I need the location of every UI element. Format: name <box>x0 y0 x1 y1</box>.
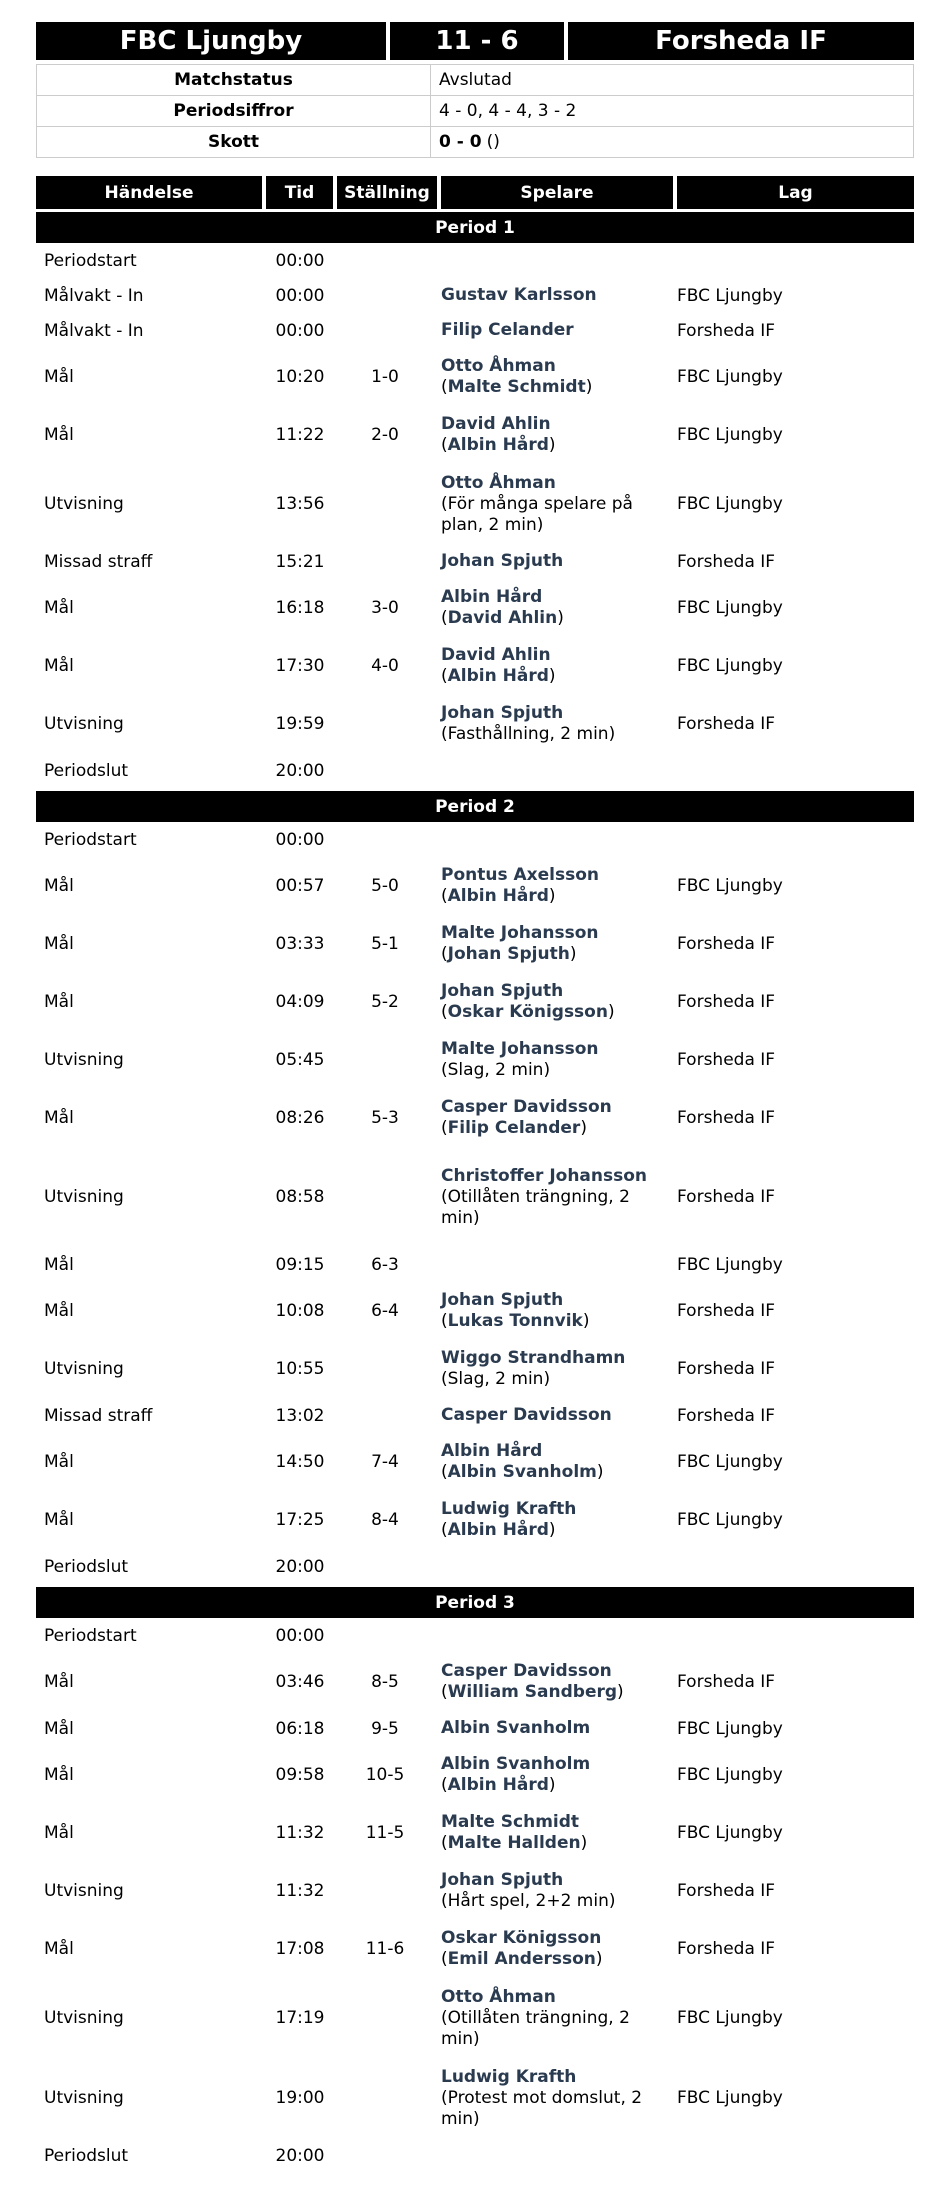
assist-player-link[interactable]: Albin Hård <box>447 886 549 906</box>
event-row <box>36 1147 914 1247</box>
event-type: Mål <box>44 656 74 676</box>
assist-wrapper: (William Sandberg) <box>441 1682 624 1702</box>
event-type: Mål <box>44 1672 74 1692</box>
period-header: Period 2 <box>36 791 914 822</box>
event-type: Periodstart <box>44 1625 137 1646</box>
event-score: 8-5 <box>371 1672 399 1692</box>
assist-player-link[interactable]: Malte Schmidt <box>447 377 586 397</box>
event-player-cell <box>437 551 673 572</box>
event-time: 20:00 <box>275 2145 325 2166</box>
event-type: Mål <box>44 1254 74 1275</box>
assist-player-link[interactable]: Albin Hård <box>447 1775 549 1795</box>
event-row <box>36 1549 914 1584</box>
event-time: 20:00 <box>275 1556 325 1577</box>
info-row-status <box>37 65 913 96</box>
event-time: 13:56 <box>275 494 325 514</box>
event-type: Mål <box>44 1939 74 1959</box>
event-time: 04:09 <box>275 992 325 1012</box>
assist-player-link[interactable]: Albin Hård <box>447 435 549 455</box>
event-type: Missad straff <box>44 1405 153 1426</box>
assist-wrapper: (Lukas Tonnvik) <box>441 1311 590 1331</box>
event-time: 11:32 <box>275 1823 325 1843</box>
event-player-cell <box>437 285 673 306</box>
event-time: 19:00 <box>275 2088 325 2108</box>
col-header-time: Tid <box>266 176 333 209</box>
event-player-cell <box>437 320 673 341</box>
event-type: Mål <box>44 1823 74 1843</box>
event-player-cell <box>437 2067 673 2130</box>
event-time: 16:18 <box>275 598 325 618</box>
penalty-note: (Otillåten trängning, 2 min) <box>441 2007 630 2049</box>
player-link[interactable]: Filip Celander <box>441 320 574 340</box>
event-team: FBC Ljungby <box>677 1718 783 1739</box>
event-time: 17:19 <box>275 2008 325 2028</box>
event-team: Forsheda IF <box>677 1108 776 1128</box>
event-time: 14:50 <box>275 1452 325 1472</box>
event-player-cell <box>437 1754 673 1796</box>
assist-wrapper: (Oskar Königsson) <box>441 1002 615 1022</box>
event-row <box>36 348 914 406</box>
event-team: FBC Ljungby <box>677 1254 783 1275</box>
penalty-note: (Otillåten trängning, 2 min) <box>441 1186 630 1228</box>
event-team: Forsheda IF <box>677 1187 776 1207</box>
player-link[interactable]: Albin Svanholm <box>441 1718 591 1738</box>
event-row <box>36 1340 914 1398</box>
assist-player-link[interactable]: Malte Hallden <box>447 1833 581 1853</box>
event-time: 13:02 <box>275 1405 325 1426</box>
event-row <box>36 1862 914 1920</box>
event-player-cell <box>437 1987 673 2050</box>
event-time: 15:21 <box>275 551 325 572</box>
info-value-text: 4 - 0, 4 - 4, 3 - 2 <box>439 101 577 121</box>
player-link[interactable]: Casper Davidsson <box>441 1405 612 1425</box>
event-score: 11-5 <box>365 1823 405 1843</box>
event-team: Forsheda IF <box>677 1050 776 1070</box>
event-player-cell <box>437 645 673 687</box>
event-score: 5-1 <box>371 934 399 954</box>
event-score: 9-5 <box>371 1718 399 1739</box>
event-type: Periodstart <box>44 829 137 850</box>
player-link[interactable]: Casper Davidsson <box>441 1097 612 1117</box>
event-type: Utvisning <box>44 2088 124 2108</box>
event-score: 4-0 <box>371 656 399 676</box>
event-time: 10:55 <box>275 1359 325 1379</box>
info-row-shots <box>37 127 913 157</box>
event-type: Utvisning <box>44 2008 124 2028</box>
player-link[interactable]: Albin Hård <box>441 1441 543 1461</box>
penalty-note: (Fasthållning, 2 min) <box>441 724 616 744</box>
player-link[interactable]: Pontus Axelsson <box>441 865 600 885</box>
event-type: Utvisning <box>44 714 124 734</box>
event-score: 7-4 <box>371 1452 399 1472</box>
event-time: 00:00 <box>275 250 325 271</box>
event-time: 00:00 <box>275 829 325 850</box>
col-header-team: Lag <box>677 176 914 209</box>
assist-player-link[interactable]: Johan Spjuth <box>447 944 570 964</box>
event-time: 08:58 <box>275 1187 325 1207</box>
event-score: 5-2 <box>371 992 399 1012</box>
assist-wrapper: (Albin Svanholm) <box>441 1462 604 1482</box>
event-team: FBC Ljungby <box>677 2008 783 2028</box>
event-row <box>36 1089 914 1147</box>
penalty-note: (Slag, 2 min) <box>441 1060 551 1080</box>
event-type: Mål <box>44 1108 74 1128</box>
event-type: Mål <box>44 1718 74 1739</box>
info-label: Skott <box>37 127 431 157</box>
event-row <box>36 1398 914 1433</box>
event-type: Utvisning <box>44 1050 124 1070</box>
event-type: Målvakt - In <box>44 320 144 341</box>
event-row <box>36 1031 914 1089</box>
event-score: 5-3 <box>371 1108 399 1128</box>
event-team: FBC Ljungby <box>677 598 783 618</box>
event-player-cell <box>437 1870 673 1912</box>
event-time: 05:45 <box>275 1050 325 1070</box>
assist-wrapper: (Emil Andersson) <box>441 1949 603 1969</box>
player-link[interactable]: Albin Hård <box>441 587 543 607</box>
assist-wrapper: (Malte Schmidt) <box>441 377 593 397</box>
event-type: Mål <box>44 1510 74 1530</box>
event-row <box>36 637 914 695</box>
event-team: Forsheda IF <box>677 1301 776 1321</box>
assist-player-link[interactable]: Emil Andersson <box>447 1949 596 1969</box>
event-time: 00:00 <box>275 1625 325 1646</box>
event-player-cell <box>437 1039 673 1081</box>
event-type: Mål <box>44 992 74 1012</box>
assist-wrapper: (Filip Celander) <box>441 1118 587 1138</box>
penalty-note: (För många spelare på plan, 2 min) <box>441 493 633 535</box>
info-label: Matchstatus <box>37 65 431 95</box>
event-player-cell <box>437 1499 673 1541</box>
event-row <box>36 2058 914 2138</box>
player-link[interactable]: Malte Johansson <box>441 923 599 943</box>
player-link[interactable]: Wiggo Strandhamn <box>441 1348 626 1368</box>
info-value <box>431 96 913 126</box>
event-team: Forsheda IF <box>677 934 776 954</box>
event-team: FBC Ljungby <box>677 285 783 306</box>
player-link[interactable]: Johan Spjuth <box>441 551 564 571</box>
event-player-cell <box>437 587 673 629</box>
event-row <box>36 1804 914 1862</box>
player-link[interactable]: Oskar Königsson <box>441 1928 602 1948</box>
event-row <box>36 695 914 753</box>
match-info-table <box>36 64 914 158</box>
col-header-score: Ställning <box>337 176 437 209</box>
info-value <box>431 127 913 157</box>
player-link[interactable]: Albin Svanholm <box>441 1754 591 1774</box>
penalty-note: (Protest mot domslut, 2 min) <box>441 2087 643 2129</box>
player-link[interactable]: Johan Spjuth <box>441 1870 564 1890</box>
home-team-name: FBC Ljungby <box>36 22 386 60</box>
events-list <box>36 212 914 2173</box>
assist-wrapper: (Johan Spjuth) <box>441 944 577 964</box>
info-row-period-scores <box>37 96 913 127</box>
assist-player-link[interactable]: David Ahlin <box>447 608 558 628</box>
event-row <box>36 1746 914 1804</box>
col-header-event: Händelse <box>36 176 262 209</box>
assist-player-link[interactable]: Albin Hård <box>447 666 549 686</box>
event-type: Mål <box>44 1301 74 1321</box>
assist-player-link[interactable]: Oskar Königsson <box>447 1002 608 1022</box>
player-link[interactable]: Otto Åhman <box>441 472 556 493</box>
event-type: Utvisning <box>44 1881 124 1901</box>
player-link[interactable]: Otto Åhman <box>441 356 556 376</box>
col-header-player: Spelare <box>441 176 673 209</box>
assist-wrapper: (Albin Hård) <box>441 435 556 455</box>
player-link[interactable]: Johan Spjuth <box>441 703 564 723</box>
event-row <box>36 753 914 788</box>
assist-wrapper: (Albin Hård) <box>441 1520 556 1540</box>
match-report <box>36 22 914 2173</box>
event-row <box>36 1711 914 1746</box>
event-player-cell <box>437 1928 673 1970</box>
event-time: 11:22 <box>275 425 325 445</box>
event-score: 6-3 <box>371 1254 399 1275</box>
event-player-cell <box>437 1405 673 1426</box>
event-player-cell <box>437 473 673 536</box>
event-type: Mål <box>44 876 74 896</box>
assist-player-link[interactable]: William Sandberg <box>447 1682 618 1702</box>
player-link[interactable]: Ludwig Krafth <box>441 2066 577 2087</box>
event-type: Mål <box>44 1452 74 1472</box>
player-link[interactable]: Johan Spjuth <box>441 981 564 1001</box>
player-link[interactable]: Gustav Karlsson <box>441 285 597 305</box>
event-time: 10:20 <box>275 367 325 387</box>
events-header <box>36 176 914 209</box>
event-team: FBC Ljungby <box>677 367 783 387</box>
player-link[interactable]: Malte Schmidt <box>441 1812 580 1832</box>
player-link[interactable]: David Ahlin <box>441 414 551 434</box>
assist-wrapper: (David Ahlin) <box>441 608 564 628</box>
shots-score: 0 - 0 <box>439 132 482 152</box>
event-type: Utvisning <box>44 1187 124 1207</box>
event-team: FBC Ljungby <box>677 1823 783 1843</box>
event-player-cell <box>437 865 673 907</box>
final-score: 11 - 6 <box>390 22 564 60</box>
event-type: Periodstart <box>44 250 137 271</box>
event-type: Periodslut <box>44 2145 129 2166</box>
event-time: 03:33 <box>275 934 325 954</box>
event-row <box>36 464 914 544</box>
event-row <box>36 1282 914 1340</box>
event-row <box>36 1920 914 1978</box>
event-player-cell <box>437 1441 673 1483</box>
player-link[interactable]: Johan Spjuth <box>441 1290 564 1310</box>
assist-player-link[interactable]: Lukas Tonnvik <box>447 1311 583 1331</box>
shots-extra: () <box>486 132 500 152</box>
event-row <box>36 915 914 973</box>
event-time: 08:26 <box>275 1108 325 1128</box>
event-player-cell <box>437 414 673 456</box>
event-score: 8-4 <box>371 1510 399 1530</box>
event-row <box>36 1978 914 2058</box>
player-link[interactable]: Ludwig Krafth <box>441 1499 577 1519</box>
event-time: 09:58 <box>275 1765 325 1785</box>
event-row <box>36 857 914 915</box>
event-score: 2-0 <box>371 425 399 445</box>
assist-player-link[interactable]: Filip Celander <box>447 1118 581 1138</box>
penalty-note: (Hårt spel, 2+2 min) <box>441 1891 616 1911</box>
event-row <box>36 1247 914 1282</box>
event-team: Forsheda IF <box>677 1405 776 1426</box>
event-team: FBC Ljungby <box>677 425 783 445</box>
event-player-cell <box>437 981 673 1023</box>
event-row <box>36 544 914 579</box>
event-time: 03:46 <box>275 1672 325 1692</box>
event-player-cell <box>437 703 673 745</box>
event-team: FBC Ljungby <box>677 1765 783 1785</box>
event-type: Missad straff <box>44 551 153 572</box>
event-player-cell <box>437 1290 673 1332</box>
event-team: FBC Ljungby <box>677 1510 783 1530</box>
event-type: Utvisning <box>44 494 124 514</box>
player-link[interactable]: David Ahlin <box>441 645 551 665</box>
event-score: 11-6 <box>365 1939 405 1959</box>
event-team: Forsheda IF <box>677 714 776 734</box>
event-row <box>36 1433 914 1491</box>
event-row <box>36 1653 914 1711</box>
event-row <box>36 1491 914 1549</box>
event-type: Utvisning <box>44 1359 124 1379</box>
event-team: FBC Ljungby <box>677 656 783 676</box>
event-team: Forsheda IF <box>677 320 776 341</box>
event-type: Periodslut <box>44 1556 129 1577</box>
period-header: Period 1 <box>36 212 914 243</box>
event-player-cell <box>437 923 673 965</box>
event-type: Mål <box>44 1765 74 1785</box>
event-score: 5-0 <box>371 876 399 896</box>
player-link[interactable]: Christoffer Johansson <box>441 1165 648 1186</box>
info-label: Periodsiffror <box>37 96 431 126</box>
event-row <box>36 278 914 313</box>
event-type: Mål <box>44 367 74 387</box>
event-time: 17:25 <box>275 1510 325 1530</box>
event-row <box>36 579 914 637</box>
away-team-name: Forsheda IF <box>568 22 914 60</box>
assist-wrapper: (Malte Hallden) <box>441 1833 588 1853</box>
event-type: Målvakt - In <box>44 285 144 306</box>
event-time: 20:00 <box>275 760 325 781</box>
event-score: 1-0 <box>371 367 399 387</box>
event-player-cell <box>437 1718 673 1739</box>
event-row <box>36 822 914 857</box>
event-row <box>36 1618 914 1653</box>
assist-wrapper: (Albin Hård) <box>441 666 556 686</box>
event-score: 6-4 <box>371 1301 399 1321</box>
event-type: Mål <box>44 934 74 954</box>
event-team: Forsheda IF <box>677 551 776 572</box>
assist-wrapper: (Albin Hård) <box>441 1775 556 1795</box>
event-type: Periodslut <box>44 760 129 781</box>
event-time: 17:08 <box>275 1939 325 1959</box>
assist-wrapper: (Albin Hård) <box>441 886 556 906</box>
event-team: Forsheda IF <box>677 1939 776 1959</box>
event-time: 00:00 <box>275 320 325 341</box>
event-team: FBC Ljungby <box>677 494 783 514</box>
event-player-cell <box>437 1348 673 1390</box>
event-time: 17:30 <box>275 656 325 676</box>
event-time: 19:59 <box>275 714 325 734</box>
event-row <box>36 313 914 348</box>
event-score: 3-0 <box>371 598 399 618</box>
score-header <box>36 22 914 60</box>
event-player-cell <box>437 1812 673 1854</box>
event-time: 06:18 <box>275 1718 325 1739</box>
player-link[interactable]: Otto Åhman <box>441 1986 556 2007</box>
penalty-note: (Slag, 2 min) <box>441 1369 551 1389</box>
assist-player-link[interactable]: Albin Svanholm <box>447 1462 597 1482</box>
event-team: Forsheda IF <box>677 1881 776 1901</box>
event-team: FBC Ljungby <box>677 2088 783 2108</box>
event-team: Forsheda IF <box>677 1359 776 1379</box>
event-player-cell <box>437 1166 673 1229</box>
event-time: 10:08 <box>275 1301 325 1321</box>
event-time: 00:00 <box>275 285 325 306</box>
event-type: Mål <box>44 425 74 445</box>
assist-player-link[interactable]: Albin Hård <box>447 1520 549 1540</box>
event-team: FBC Ljungby <box>677 876 783 896</box>
event-player-cell <box>437 1097 673 1139</box>
event-team: Forsheda IF <box>677 1672 776 1692</box>
event-team: FBC Ljungby <box>677 1452 783 1472</box>
event-time: 00:57 <box>275 876 325 896</box>
info-value <box>431 65 913 95</box>
event-type: Mål <box>44 598 74 618</box>
event-player-cell <box>437 1661 673 1703</box>
event-team: Forsheda IF <box>677 992 776 1012</box>
event-row <box>36 973 914 1031</box>
info-value-text: Avslutad <box>439 70 512 90</box>
player-link[interactable]: Casper Davidsson <box>441 1661 612 1681</box>
event-time: 09:15 <box>275 1254 325 1275</box>
event-player-cell <box>437 356 673 398</box>
event-time: 11:32 <box>275 1881 325 1901</box>
event-row <box>36 2138 914 2173</box>
player-link[interactable]: Malte Johansson <box>441 1039 599 1059</box>
event-row <box>36 243 914 278</box>
period-header: Period 3 <box>36 1587 914 1618</box>
event-score: 10-5 <box>365 1765 405 1785</box>
event-row <box>36 406 914 464</box>
